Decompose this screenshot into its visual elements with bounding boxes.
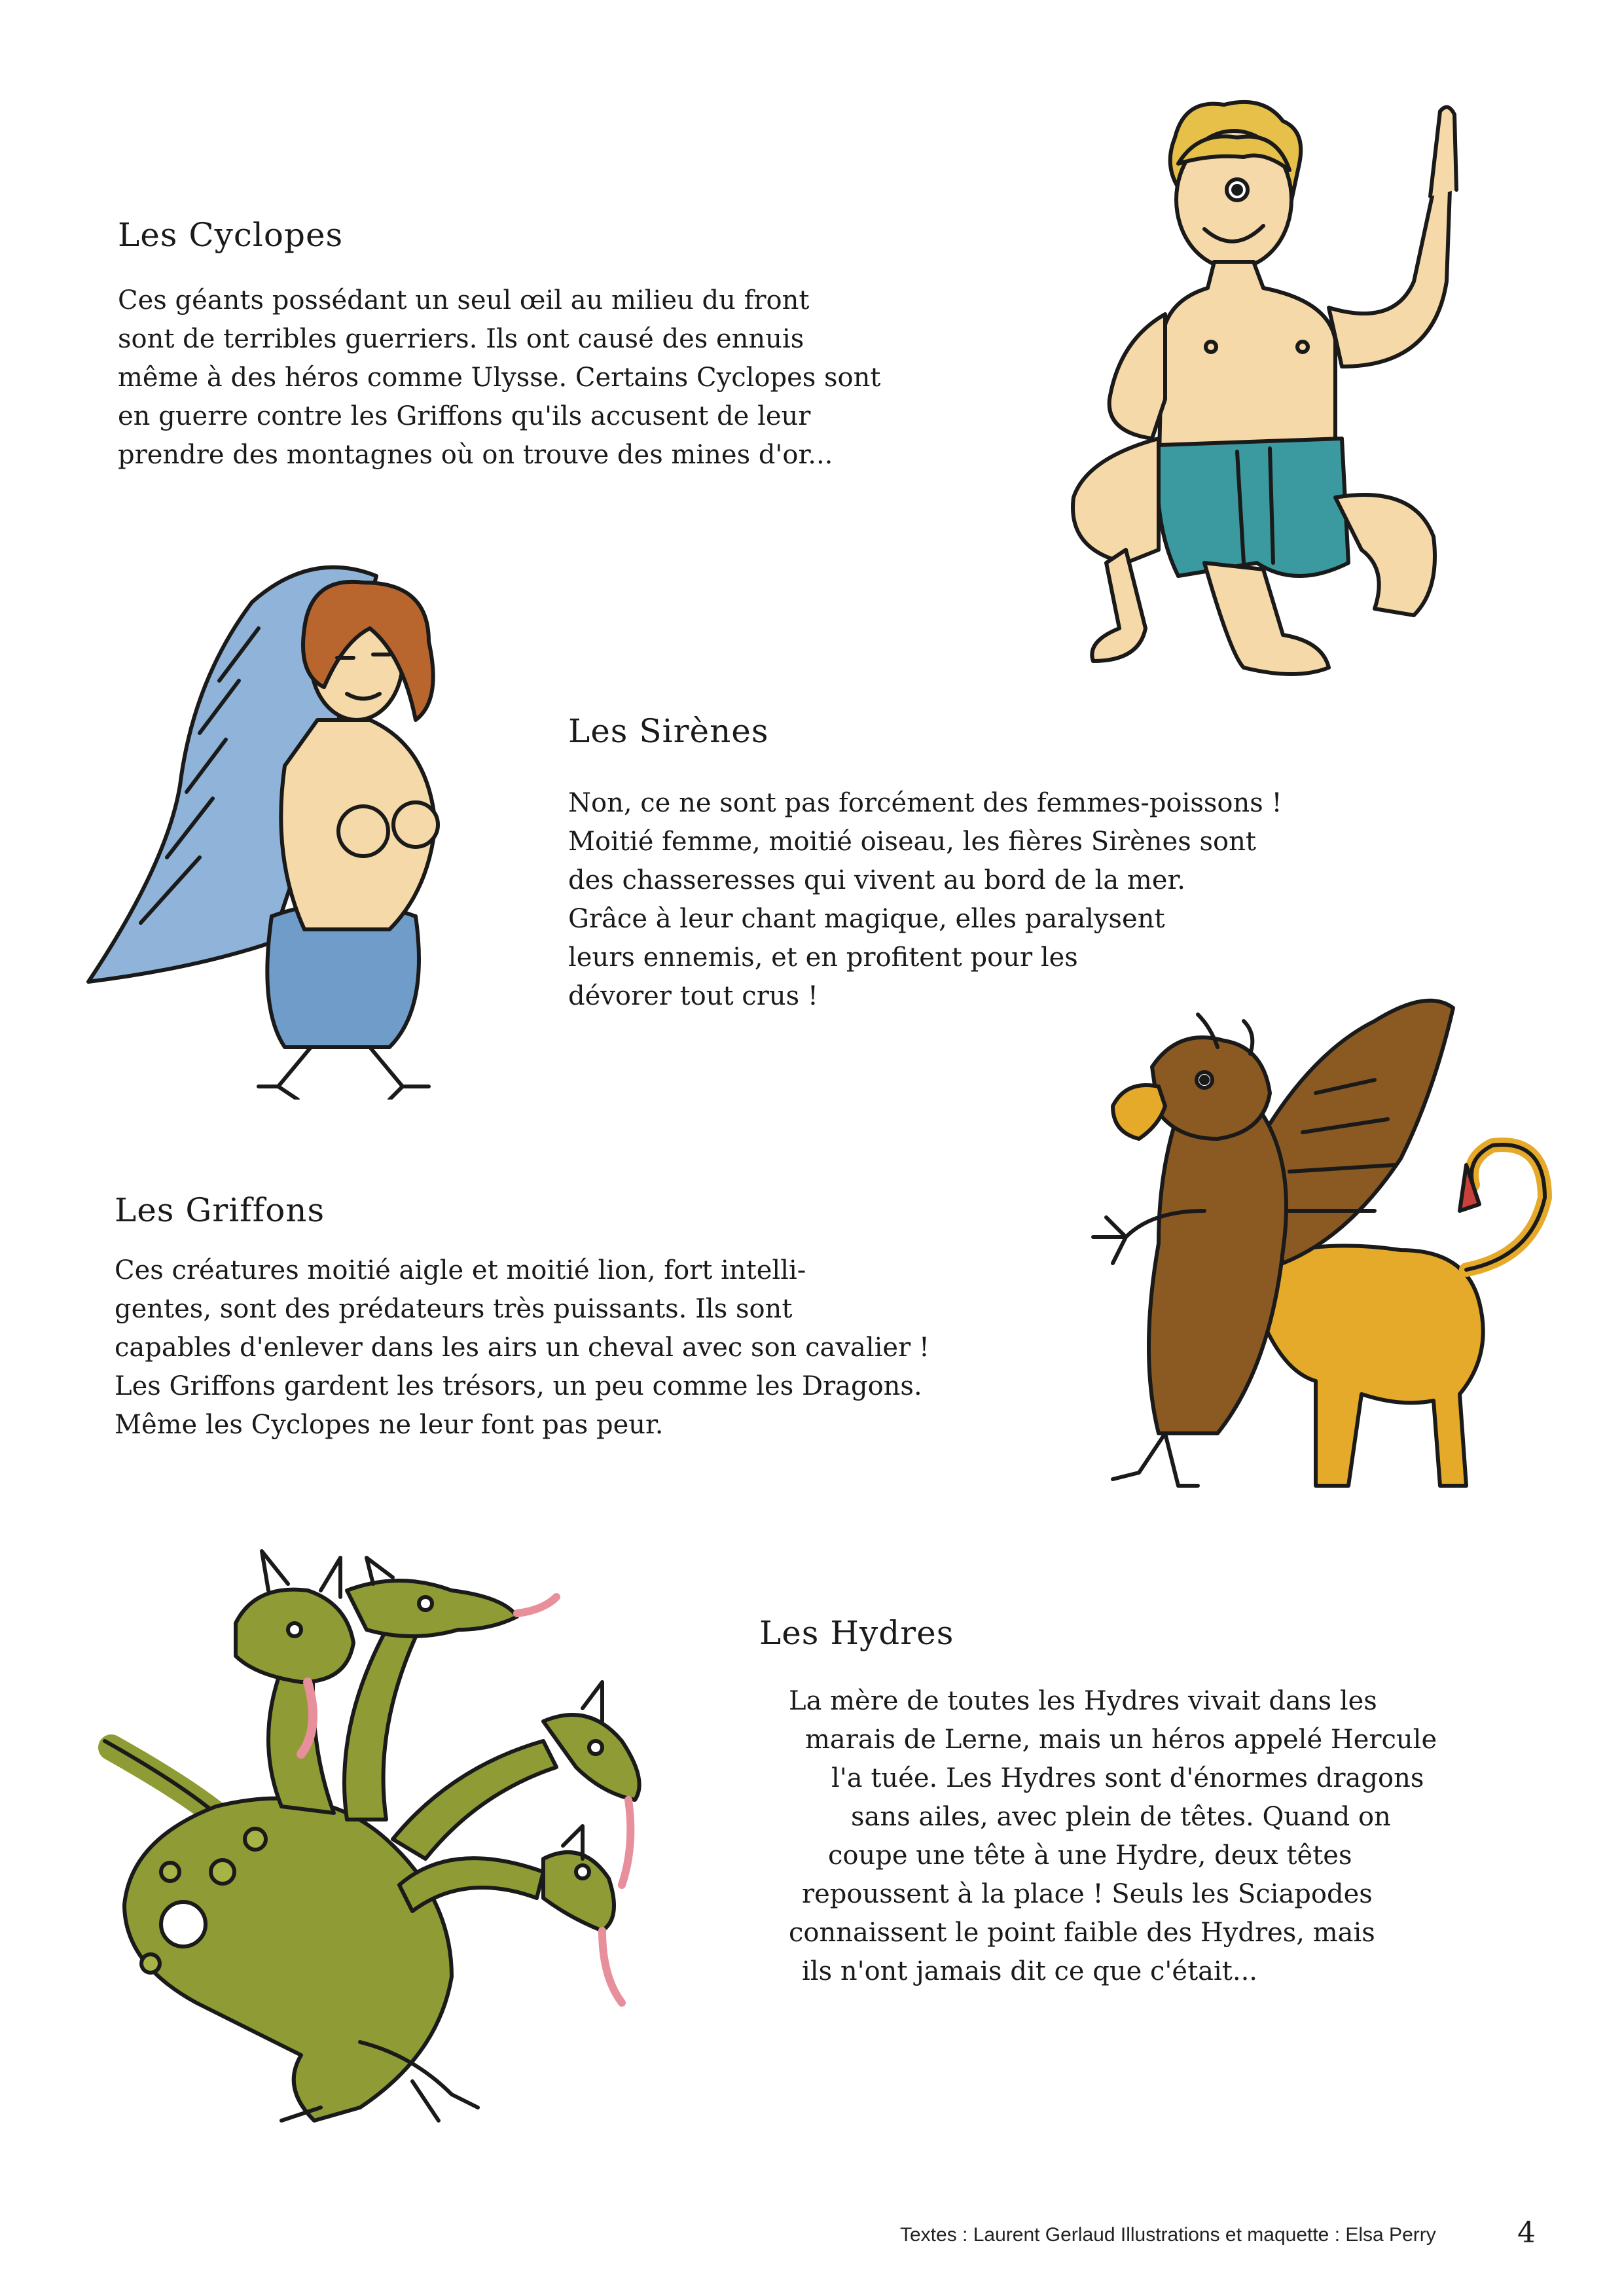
text-line: ils n'ont jamais dit ce que c'était... (802, 1956, 1258, 1986)
text-line: leurs ennemis, et en profitent pour les (568, 942, 1078, 973)
text-line: coupe une tête à une Hydre, deux têtes (828, 1840, 1352, 1871)
siren-illustration (62, 550, 533, 1100)
page-number: 4 (1517, 2216, 1536, 2250)
text-cyclopes (118, 281, 880, 475)
cyclops-illustration (1047, 92, 1492, 707)
footer-credits: Textes : Laurent Gerlaud Illustrations et maquette : Elsa Perry (900, 2224, 1436, 2246)
text-griffons (115, 1251, 929, 1444)
text-line: sans ailes, avec plein de têtes. Quand on (851, 1802, 1391, 1832)
text-line: Non, ce ne sont pas forcément des femmes-poissons ! (568, 788, 1282, 818)
text-line: Grâce à leur chant magique, elles paralysent (568, 904, 1165, 934)
text-line: même à des héros comme Ulysse. Certains Cyclopes sont (118, 363, 881, 393)
text-line: connaissent le point faible des Hydres, mais (789, 1918, 1375, 1948)
text-line: dévorer tout crus ! (568, 981, 818, 1011)
text-line: Ces géants possédant un seul œil au milieu du front (118, 285, 810, 315)
text-line: capables d'enlever dans les airs un cheval avec son cavalier ! (115, 1333, 929, 1363)
title-hydres: Les Hydres (759, 1614, 954, 1652)
title-sirenes: Les Sirènes (568, 712, 769, 750)
text-line: marais de Lerne, mais un héros appelé Hercule (805, 1725, 1437, 1755)
text-hydres (789, 1682, 1437, 1991)
text-line: gentes, sont des prédateurs très puissants. Ils sont (115, 1294, 793, 1324)
text-line: en guerre contre les Griffons qu'ils accusent de leur (118, 401, 811, 431)
text-line: La mère de toutes les Hydres vivait dans les (789, 1686, 1377, 1716)
hydra-illustration (85, 1532, 772, 2147)
text-line: repoussent à la place ! Seuls les Sciapodes (802, 1879, 1373, 1909)
text-line: prendre des montagnes où on trouve des mines d'or... (118, 440, 833, 470)
title-cyclopes: Les Cyclopes (118, 216, 344, 254)
text-line: Moitié femme, moitié oiseau, les fières Sirènes sont (568, 827, 1256, 857)
text-line: des chasseresses qui vivent au bord de la mer. (568, 865, 1185, 895)
title-griffons: Les Griffons (115, 1191, 325, 1229)
text-line: Ces créatures moitié aigle et moitié lion, fort intelli- (115, 1255, 806, 1285)
griffon-illustration (1008, 962, 1578, 1538)
text-line: Les Griffons gardent les trésors, un peu comme les Dragons. (115, 1371, 922, 1401)
text-line: l'a tuée. Les Hydres sont d'énormes dragons (831, 1763, 1424, 1793)
text-line: sont de terribles guerriers. Ils ont causé des ennuis (118, 324, 804, 354)
text-line: Même les Cyclopes ne leur font pas peur. (115, 1410, 664, 1440)
